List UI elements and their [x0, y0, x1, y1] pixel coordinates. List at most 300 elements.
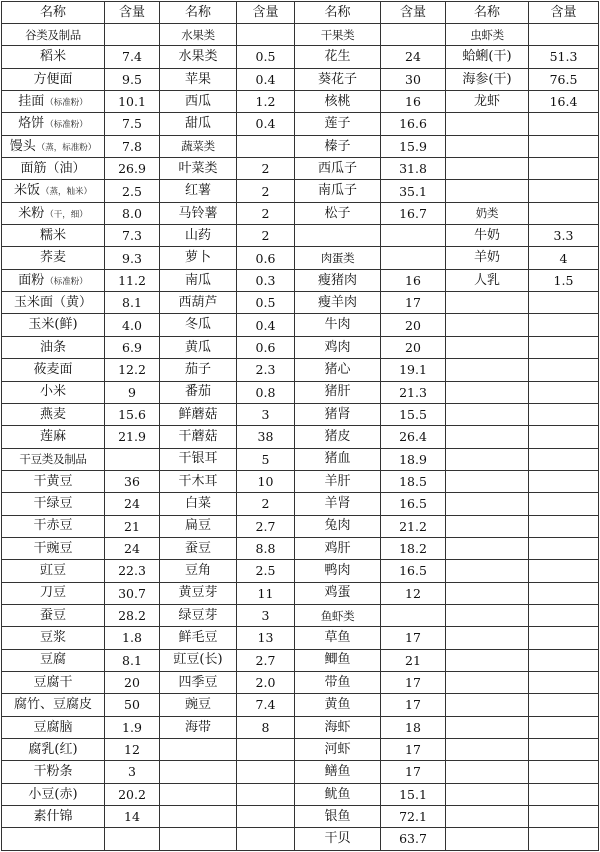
- empty-cell: [529, 627, 599, 649]
- food-name: 鱿鱼: [324, 786, 351, 802]
- protein-value-cell: 24: [105, 493, 160, 515]
- food-name: 鲫鱼: [324, 652, 351, 668]
- food-name: 西瓜子: [317, 160, 357, 176]
- food-name-cell: [446, 269, 529, 291]
- empty-cell: [446, 716, 529, 738]
- protein-value-cell: 12.2: [105, 359, 160, 381]
- empty-cell: [529, 359, 599, 381]
- section-heading: 肉蛋类: [295, 247, 381, 269]
- section-heading: 干果类: [295, 24, 381, 46]
- food-name-cell: [160, 381, 237, 403]
- empty-cell: [529, 560, 599, 582]
- protein-value-cell: 17: [381, 292, 446, 314]
- food-name: 蚕豆: [184, 540, 211, 556]
- empty-cell: [529, 336, 599, 358]
- protein-value-cell: 8: [237, 716, 295, 738]
- protein-value-cell: 20: [381, 336, 446, 358]
- protein-value-cell: 6.9: [105, 336, 160, 358]
- empty-cell: [381, 24, 446, 46]
- table-row: [2, 68, 599, 90]
- empty-cell: [237, 806, 295, 828]
- food-name: 豆浆: [39, 630, 66, 646]
- food-name-cell: [160, 627, 237, 649]
- table-row: [2, 806, 599, 828]
- food-name: 猪心: [324, 362, 351, 377]
- food-name: 四季豆: [178, 674, 218, 690]
- empty-cell: [529, 135, 599, 157]
- food-name: 松子: [324, 205, 351, 221]
- protein-value-cell: 0.4: [237, 113, 295, 135]
- food-name-cell: [2, 426, 105, 448]
- table-row: [2, 761, 599, 783]
- food-name-cell: [295, 426, 381, 448]
- food-name: 方便面: [33, 71, 73, 87]
- food-name-cell: [295, 448, 381, 470]
- empty-cell: [529, 537, 599, 559]
- protein-value-cell: 4.0: [105, 314, 160, 336]
- empty-cell: [381, 225, 446, 247]
- food-note: （蒸，籼米）: [41, 187, 93, 198]
- empty-cell: [2, 828, 105, 850]
- empty-cell: [160, 828, 237, 850]
- food-name: 榛子: [324, 138, 351, 154]
- empty-cell: [237, 739, 295, 761]
- empty-cell: [237, 24, 295, 46]
- protein-value-cell: 8.1: [105, 649, 160, 671]
- empty-cell: [446, 537, 529, 559]
- header-name-2: 名称: [160, 2, 237, 24]
- table-row: [2, 604, 599, 626]
- food-name-cell: [160, 359, 237, 381]
- food-name-cell: [2, 336, 105, 358]
- protein-value-cell: 2: [237, 202, 295, 224]
- food-name-cell: [160, 269, 237, 291]
- food-name-cell: [295, 739, 381, 761]
- protein-value-cell: 0.5: [237, 292, 295, 314]
- food-name: 干赤豆: [33, 518, 73, 534]
- protein-value-cell: 0.6: [237, 336, 295, 358]
- empty-cell: [529, 493, 599, 515]
- table-row: [2, 292, 599, 314]
- food-name-cell: [295, 716, 381, 738]
- table-row: [2, 627, 599, 649]
- empty-cell: [529, 448, 599, 470]
- food-name: 干银耳: [178, 451, 218, 467]
- protein-value-cell: 18.2: [381, 537, 446, 559]
- food-name: 萝卜: [184, 250, 211, 266]
- section-heading: 干豆类及制品: [2, 448, 105, 470]
- empty-cell: [529, 403, 599, 425]
- food-name: 茄子: [184, 362, 211, 377]
- food-name-cell: [2, 806, 105, 828]
- food-note: （蒸，标准粉）: [36, 142, 97, 153]
- food-note: （干，细）: [45, 209, 88, 220]
- food-name-cell: [2, 180, 105, 202]
- empty-cell: [446, 604, 529, 626]
- food-name: 猪肾: [324, 406, 351, 422]
- food-name-cell: [295, 649, 381, 671]
- food-name-cell: [295, 515, 381, 537]
- food-name: 核桃: [324, 93, 351, 109]
- food-name: 鲜蘑菇: [178, 406, 218, 422]
- food-name: 扁豆: [184, 518, 211, 534]
- food-name: 南瓜子: [317, 183, 357, 199]
- food-name-cell: [446, 68, 529, 90]
- protein-value-cell: 12: [105, 739, 160, 761]
- food-name: 蛤蜊(干): [462, 49, 512, 65]
- table-row: [2, 694, 599, 716]
- food-name-cell: [295, 403, 381, 425]
- protein-value-cell: 1.8: [105, 627, 160, 649]
- food-name-cell: [2, 247, 105, 269]
- food-name: 豇豆: [39, 563, 66, 579]
- protein-value-cell: 16.6: [381, 113, 446, 135]
- table-row: [2, 716, 599, 738]
- protein-value-cell: 38: [237, 426, 295, 448]
- food-name: 干粉条: [33, 764, 73, 780]
- food-name-cell: [446, 46, 529, 68]
- protein-value-cell: 16.5: [381, 493, 446, 515]
- food-name-cell: [160, 694, 237, 716]
- table-row: [2, 202, 599, 224]
- food-name-cell: [160, 336, 237, 358]
- protein-value-cell: 36: [105, 470, 160, 492]
- protein-value-cell: 21.9: [105, 426, 160, 448]
- protein-value-cell: 3: [237, 604, 295, 626]
- food-name-cell: [295, 493, 381, 515]
- table-row: [2, 336, 599, 358]
- food-name-cell: [2, 381, 105, 403]
- protein-value-cell: 17: [381, 671, 446, 693]
- food-name: 海参(干): [462, 71, 512, 87]
- protein-value-cell: 7.4: [105, 46, 160, 68]
- empty-cell: [529, 158, 599, 180]
- empty-cell: [529, 806, 599, 828]
- food-name: 小米: [39, 384, 66, 400]
- food-note: （标准粉）: [45, 120, 88, 131]
- empty-cell: [446, 470, 529, 492]
- food-name: 海带: [184, 719, 211, 735]
- empty-cell: [446, 158, 529, 180]
- empty-cell: [529, 24, 599, 46]
- empty-cell: [529, 381, 599, 403]
- food-name: 豆角: [184, 563, 211, 579]
- table-row: [2, 91, 599, 113]
- section-heading: 奶类: [446, 202, 529, 224]
- empty-cell: [160, 739, 237, 761]
- protein-value-cell: 10.1: [105, 91, 160, 113]
- food-name: 西瓜: [184, 93, 211, 109]
- food-name-cell: [295, 180, 381, 202]
- food-name-cell: [295, 336, 381, 358]
- food-name-cell: [160, 91, 237, 113]
- food-name-cell: [160, 537, 237, 559]
- food-name: 挂面: [18, 93, 45, 109]
- empty-cell: [105, 24, 160, 46]
- protein-value-cell: 14: [105, 806, 160, 828]
- protein-value-cell: 17: [381, 694, 446, 716]
- food-name: 草鱼: [324, 630, 351, 646]
- food-name-cell: [160, 426, 237, 448]
- food-name: 干蘑菇: [178, 429, 218, 445]
- empty-cell: [105, 448, 160, 470]
- food-name: 鸡蛋: [324, 585, 351, 601]
- food-name: 面筋（油）: [20, 160, 86, 176]
- food-name-cell: [2, 314, 105, 336]
- protein-value-cell: 26.4: [381, 426, 446, 448]
- food-name-cell: [160, 582, 237, 604]
- table-row: [2, 381, 599, 403]
- food-name: 豌豆: [184, 697, 211, 713]
- table-row: [2, 582, 599, 604]
- empty-cell: [529, 604, 599, 626]
- protein-value-cell: 21.2: [381, 515, 446, 537]
- food-name: 西葫芦: [178, 294, 218, 310]
- empty-cell: [529, 292, 599, 314]
- food-name: 干黄豆: [33, 473, 73, 489]
- protein-value-cell: 0.5: [237, 46, 295, 68]
- food-name-cell: [2, 292, 105, 314]
- protein-value-cell: 1.5: [529, 269, 599, 291]
- protein-value-cell: 4: [529, 247, 599, 269]
- food-name: 小豆(赤): [28, 786, 78, 802]
- food-name: 豆腐干: [33, 674, 73, 690]
- food-name-cell: [160, 314, 237, 336]
- protein-value-cell: 12: [381, 582, 446, 604]
- protein-value-cell: 3.3: [529, 225, 599, 247]
- table-row: [2, 470, 599, 492]
- empty-cell: [529, 761, 599, 783]
- food-name: 瘦羊肉: [317, 294, 357, 310]
- food-name: 黄鱼: [324, 697, 351, 713]
- food-name-cell: [2, 560, 105, 582]
- protein-value-cell: 15.6: [105, 403, 160, 425]
- empty-cell: [529, 649, 599, 671]
- protein-value-cell: 18.5: [381, 470, 446, 492]
- protein-value-cell: 15.5: [381, 403, 446, 425]
- food-name-cell: [2, 582, 105, 604]
- empty-cell: [446, 180, 529, 202]
- food-name-cell: [295, 671, 381, 693]
- food-name: 豆腐脑: [33, 719, 73, 735]
- food-name-cell: [2, 113, 105, 135]
- food-name: 鸡肝: [324, 540, 351, 556]
- food-name-cell: [160, 493, 237, 515]
- protein-value-cell: 22.3: [105, 560, 160, 582]
- food-name: 羊肝: [324, 473, 351, 489]
- food-name-cell: [295, 292, 381, 314]
- empty-cell: [446, 314, 529, 336]
- food-name-cell: [160, 560, 237, 582]
- protein-value-cell: 28.2: [105, 604, 160, 626]
- food-name-cell: [295, 470, 381, 492]
- table-row: [2, 24, 599, 46]
- food-name-cell: [160, 649, 237, 671]
- food-name-cell: [295, 359, 381, 381]
- food-name-cell: [446, 91, 529, 113]
- empty-cell: [446, 359, 529, 381]
- food-name: 猪肝: [324, 384, 351, 400]
- food-name-cell: [160, 470, 237, 492]
- protein-value-cell: 63.7: [381, 828, 446, 850]
- food-name: 鸭肉: [324, 563, 351, 579]
- table-row: [2, 515, 599, 537]
- table-row: [2, 113, 599, 135]
- empty-cell: [529, 671, 599, 693]
- section-heading: 水果类: [160, 24, 237, 46]
- empty-cell: [446, 649, 529, 671]
- food-name-cell: [2, 515, 105, 537]
- protein-value-cell: 24: [105, 537, 160, 559]
- food-name-cell: [160, 448, 237, 470]
- food-name-cell: [2, 627, 105, 649]
- food-name-cell: [2, 269, 105, 291]
- food-name: 干豌豆: [33, 540, 73, 556]
- food-name-cell: [295, 91, 381, 113]
- protein-value-cell: 1.2: [237, 91, 295, 113]
- protein-value-cell: 0.6: [237, 247, 295, 269]
- food-name-cell: [295, 381, 381, 403]
- protein-value-cell: 9: [105, 381, 160, 403]
- food-name-cell: [295, 627, 381, 649]
- empty-cell: [446, 381, 529, 403]
- food-name: 荞麦: [39, 250, 66, 266]
- food-name: 鸡肉: [324, 339, 351, 355]
- food-name-cell: [2, 739, 105, 761]
- food-name-cell: [295, 537, 381, 559]
- protein-value-cell: 31.8: [381, 158, 446, 180]
- protein-value-cell: 9.3: [105, 247, 160, 269]
- food-name: 黄瓜: [184, 339, 211, 355]
- protein-value-cell: 26.9: [105, 158, 160, 180]
- food-name: 素什锦: [33, 808, 73, 824]
- table-row: [2, 560, 599, 582]
- food-name: 海虾: [324, 719, 351, 735]
- food-name: 玉米面（黄）: [13, 294, 92, 310]
- food-name: 稻米: [39, 49, 66, 65]
- food-name: 红薯: [184, 183, 211, 199]
- empty-cell: [105, 828, 160, 850]
- food-name-cell: [295, 46, 381, 68]
- food-name: 豇豆(长): [173, 652, 223, 668]
- protein-value-cell: 2.7: [237, 649, 295, 671]
- food-name-cell: [2, 135, 105, 157]
- empty-cell: [529, 314, 599, 336]
- header-name-1: 名称: [2, 2, 105, 24]
- food-name: 苹果: [184, 71, 211, 87]
- food-name: 玉米(鲜): [28, 317, 78, 333]
- food-name-cell: [295, 694, 381, 716]
- empty-cell: [295, 225, 381, 247]
- food-name: 河虾: [324, 741, 351, 757]
- protein-value-cell: 15.9: [381, 135, 446, 157]
- protein-value-cell: 11.2: [105, 269, 160, 291]
- empty-cell: [446, 627, 529, 649]
- protein-value-cell: 50: [105, 694, 160, 716]
- protein-value-cell: 8.8: [237, 537, 295, 559]
- protein-value-cell: 8.1: [105, 292, 160, 314]
- section-heading: 虫虾类: [446, 24, 529, 46]
- protein-value-cell: 1.9: [105, 716, 160, 738]
- food-name: 刀豆: [39, 585, 66, 601]
- food-name-cell: [2, 91, 105, 113]
- food-name: 莜麦面: [33, 362, 73, 377]
- food-name: 蚕豆: [39, 607, 66, 623]
- food-name: 猪血: [324, 451, 351, 467]
- food-name-cell: [295, 68, 381, 90]
- food-name-cell: [160, 68, 237, 90]
- protein-value-cell: 0.3: [237, 269, 295, 291]
- food-name: 干木耳: [178, 473, 218, 489]
- food-name-cell: [2, 158, 105, 180]
- protein-value-cell: 15.1: [381, 783, 446, 805]
- food-name: 莲麻: [39, 429, 66, 445]
- protein-value-cell: 17: [381, 761, 446, 783]
- protein-value-cell: 9.5: [105, 68, 160, 90]
- food-name: 面粉: [18, 272, 45, 288]
- food-name-cell: [2, 761, 105, 783]
- food-name: 牛奶: [473, 227, 500, 243]
- empty-cell: [446, 582, 529, 604]
- empty-cell: [446, 336, 529, 358]
- empty-cell: [446, 113, 529, 135]
- empty-cell: [446, 560, 529, 582]
- food-name: 莲子: [324, 116, 351, 132]
- table-row: [2, 448, 599, 470]
- food-name-cell: [2, 403, 105, 425]
- header-row: [2, 2, 599, 24]
- empty-cell: [446, 135, 529, 157]
- protein-value-cell: 7.3: [105, 225, 160, 247]
- food-name: 干绿豆: [33, 496, 73, 512]
- food-name-cell: [2, 604, 105, 626]
- empty-cell: [446, 761, 529, 783]
- food-name-cell: [295, 828, 381, 850]
- protein-value-cell: 20: [105, 671, 160, 693]
- food-name-cell: [295, 582, 381, 604]
- food-name: 糯米: [39, 227, 66, 243]
- header-amount-2: 含量: [237, 2, 295, 24]
- table-row: [2, 314, 599, 336]
- table-row: [2, 158, 599, 180]
- protein-value-cell: 21: [105, 515, 160, 537]
- food-name-cell: [2, 46, 105, 68]
- empty-cell: [381, 247, 446, 269]
- protein-value-cell: 13: [237, 627, 295, 649]
- protein-value-cell: 2.3: [237, 359, 295, 381]
- empty-cell: [529, 515, 599, 537]
- table-row: [2, 359, 599, 381]
- food-name: 花生: [324, 49, 351, 65]
- food-name: 山药: [184, 227, 211, 243]
- empty-cell: [160, 806, 237, 828]
- empty-cell: [529, 426, 599, 448]
- food-name: 米饭: [13, 183, 40, 199]
- food-name-cell: [160, 46, 237, 68]
- table-row: [2, 739, 599, 761]
- food-name: 水果类: [178, 49, 218, 65]
- food-name-cell: [295, 761, 381, 783]
- protein-value-cell: 21.3: [381, 381, 446, 403]
- protein-value-cell: 35.1: [381, 180, 446, 202]
- header-name-4: 名称: [446, 2, 529, 24]
- empty-cell: [529, 716, 599, 738]
- empty-cell: [446, 828, 529, 850]
- empty-cell: [529, 202, 599, 224]
- empty-cell: [381, 604, 446, 626]
- food-name-cell: [295, 202, 381, 224]
- food-name: 带鱼: [324, 674, 351, 690]
